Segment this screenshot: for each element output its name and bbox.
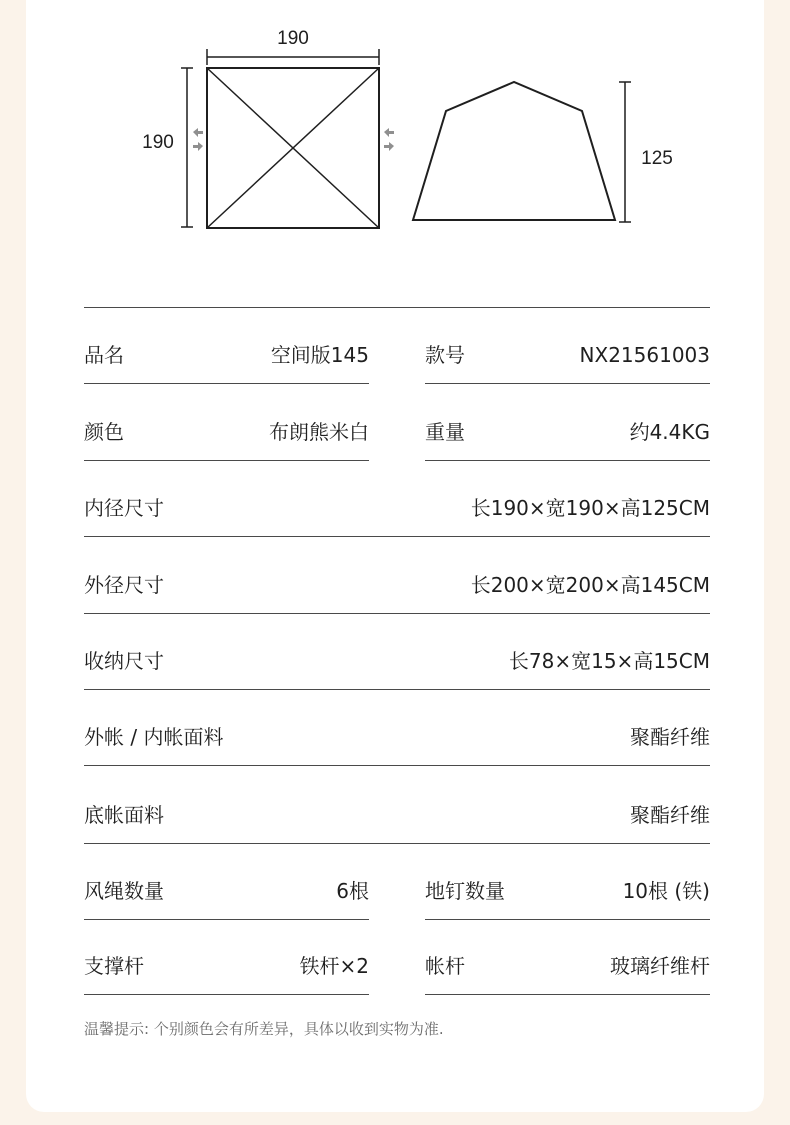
tent-dimension-diagram — [0, 0, 790, 300]
right-door-arrows-icon — [384, 128, 394, 151]
spec-label-fly-inner-fabric: 外帐 / 内帐面料 — [84, 725, 224, 749]
tent-top-view — [207, 68, 379, 228]
spec-label-tent-poles: 帐杆 — [425, 954, 465, 978]
row2-right-divider — [425, 460, 710, 461]
top-depth-label: 190 — [142, 132, 174, 153]
spec-value-outer-size: 长200×宽200×高145CM — [470, 573, 710, 597]
spec-label-guy-lines: 风绳数量 — [84, 879, 164, 903]
footer-note: 温馨提示: 个别颜色会有所差异，具体以收到实物为准. — [84, 1020, 444, 1038]
row7-divider — [84, 843, 710, 844]
top-width-dimension — [207, 28, 379, 65]
row8-left-divider — [84, 919, 369, 920]
row8-right-divider — [425, 919, 710, 920]
spec-label-packed-size: 收纳尺寸 — [84, 649, 164, 673]
row9-right-divider — [425, 994, 710, 995]
spec-value-guy-lines: 6根 — [336, 879, 369, 903]
top-width-label: 190 — [277, 28, 309, 49]
row5-divider — [84, 689, 710, 690]
top-divider — [84, 307, 710, 308]
row6-divider — [84, 765, 710, 766]
spec-label-model: 款号 — [425, 343, 465, 367]
spec-value-tent-poles: 玻璃纤维杆 — [610, 954, 710, 978]
spec-value-model: NX21561003 — [579, 343, 710, 367]
left-door-arrows-icon — [193, 128, 203, 151]
row4-divider — [84, 613, 710, 614]
spec-value-color: 布朗熊米白 — [269, 420, 369, 444]
side-height-dimension — [619, 82, 673, 222]
spec-label-inner-size: 内径尺寸 — [84, 496, 164, 520]
spec-value-product-name: 空间版145 — [270, 343, 369, 367]
row1-left-divider — [84, 383, 369, 384]
spec-label-outer-size: 外径尺寸 — [84, 573, 164, 597]
side-height-label: 125 — [641, 148, 673, 169]
row3-divider — [84, 536, 710, 537]
spec-value-support-poles: 铁杆×2 — [299, 954, 369, 978]
spec-label-product-name: 品名 — [84, 343, 124, 367]
tent-side-view — [413, 82, 615, 220]
row1-right-divider — [425, 383, 710, 384]
spec-value-packed-size: 长78×宽15×高15CM — [508, 649, 710, 673]
spec-label-support-poles: 支撑杆 — [84, 954, 144, 978]
spec-value-fly-inner-fabric: 聚酯纤维 — [630, 725, 710, 749]
spec-label-stakes: 地钉数量 — [425, 879, 505, 903]
top-depth-dimension — [142, 68, 193, 227]
spec-value-inner-size: 长190×宽190×高125CM — [470, 496, 710, 520]
row2-left-divider — [84, 460, 369, 461]
spec-value-weight: 约4.4KG — [629, 420, 710, 444]
spec-value-floor-fabric: 聚酯纤维 — [630, 803, 710, 827]
spec-label-weight: 重量 — [425, 420, 465, 444]
row9-left-divider — [84, 994, 369, 995]
spec-label-floor-fabric: 底帐面料 — [84, 803, 164, 827]
spec-label-color: 颜色 — [84, 420, 124, 444]
spec-value-stakes: 10根 (铁) — [622, 879, 710, 903]
